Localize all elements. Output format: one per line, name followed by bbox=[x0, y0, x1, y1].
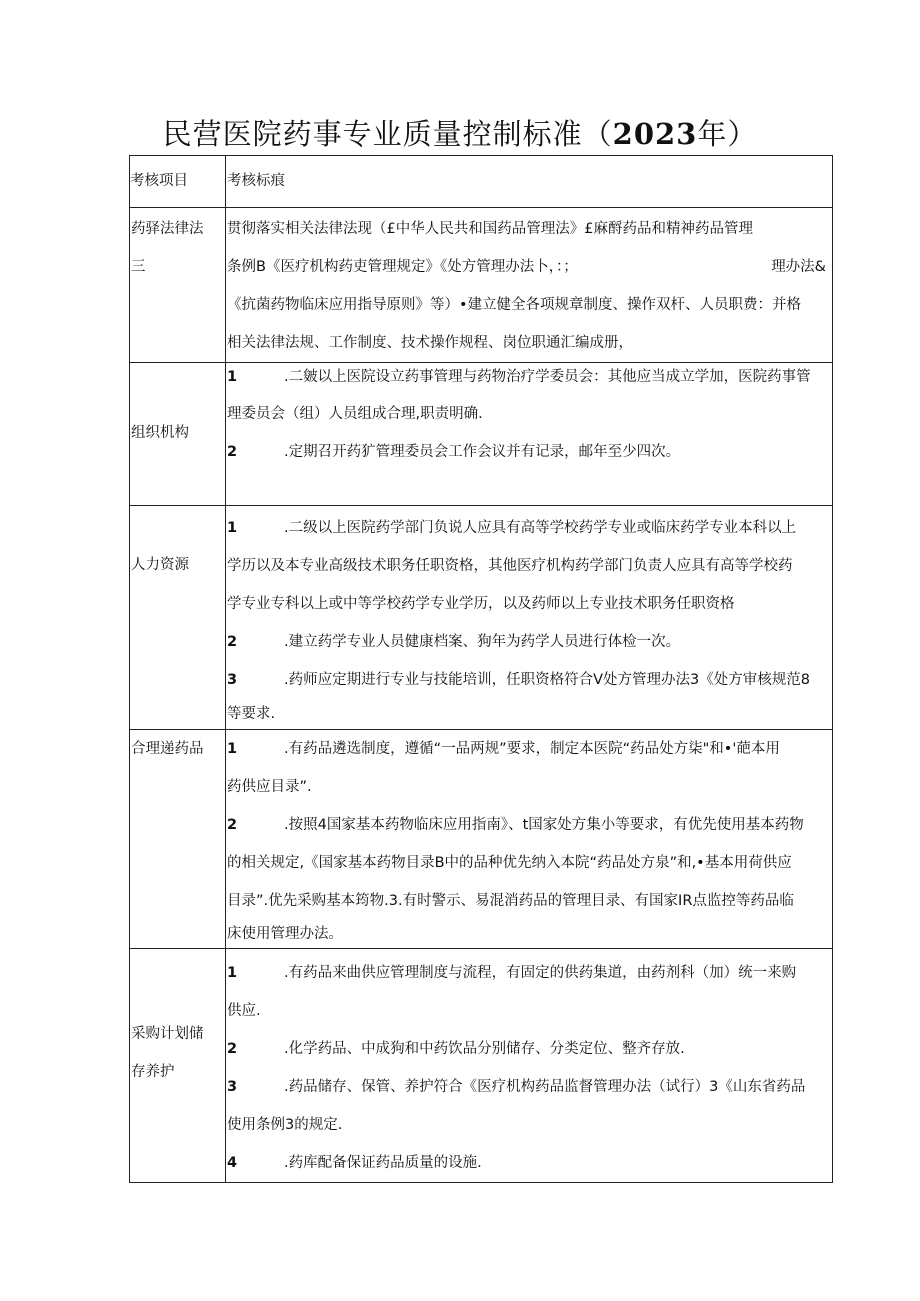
standards-table bbox=[129, 155, 833, 1183]
list-item: 1 .有药品遴选制度，遵循“一品两规”要求，制定本医院“药品处方柒"和•'葩本用 bbox=[227, 741, 780, 757]
table-row-hr bbox=[130, 506, 833, 730]
table-row-organization bbox=[130, 363, 833, 506]
category-cell: 采购计划储 存养护 bbox=[130, 949, 226, 1183]
page-title: 民营医院药事专业质量控制标准（2023年） bbox=[162, 117, 758, 151]
list-item: 2 .建立药学专业人员健康档案、狗年为药学人员进行体检一次。 bbox=[227, 634, 681, 650]
list-item: 4 .药库配备保证药品质量的设施. bbox=[227, 1155, 482, 1171]
list-item: 1 .二皴以上医院设立药事管理与药物治疗学委员会：其他应当成立学加，医院药事管 bbox=[227, 369, 811, 385]
list-item: 等要求. bbox=[227, 706, 276, 722]
table-row-rational-drugs bbox=[130, 730, 833, 949]
list-item: 学专业专科以上或中等学校药学专业学历，以及药师以上专业技术职务任职资格 bbox=[227, 596, 735, 612]
title-year: 2023 bbox=[612, 117, 698, 151]
header-cell-standard: 考核标痕 bbox=[226, 156, 833, 208]
standard-cell bbox=[226, 506, 833, 730]
list-item: 供应. bbox=[227, 1003, 261, 1019]
standard-line: 相关法律法规、工作制度、技术操作规程、岗位职通汇编成册， bbox=[227, 335, 633, 351]
standard-line: 《抗菌药物临床应用指导原则》等）•建立健全各项规章制度、操作双杆、人员职费：并格 bbox=[227, 297, 802, 313]
list-item: 使用条例3的规定. bbox=[227, 1117, 343, 1133]
list-item: 的相关规定,《国家基本药物目录B中的品种优先纳入本院“药品处方泉”和,•基本用荷供应 bbox=[227, 855, 792, 871]
standard-cell bbox=[226, 208, 833, 363]
list-item: 目录”.优先采购基本筠物.3.有时警示、易混消药品的管理目录、有国家IR点监控等药品临 bbox=[227, 893, 794, 909]
list-item: 1 .二级以上医院药学部门负说人应具有高等学校药学专业或临床药学专业本科以上 bbox=[227, 520, 797, 536]
list-item: 学历以及本专业高级技术职务任职资格，其他医疗机构药学部门负责人应具有高等学校药 bbox=[227, 558, 793, 574]
table-row-procurement bbox=[130, 949, 833, 1183]
list-item: 床使用管理办法。 bbox=[227, 926, 343, 942]
standard-cell bbox=[226, 949, 833, 1183]
list-item: 2 .化学药品、中成狗和中药饮品分别储存、分类定位、整齐存放. bbox=[227, 1041, 685, 1057]
standard-cell bbox=[226, 363, 833, 506]
category-cell: 合理递药品 bbox=[130, 730, 226, 949]
table-row-law bbox=[130, 208, 833, 363]
list-item: 1 .有药品来曲供应管理制度与流程，有固定的供药集道，由药剂科（加）统一来购 bbox=[227, 965, 797, 981]
standard-line: 贯彻落实相关法律法现（£中华人民共和国药品管理法》£麻酹药品和精神药品管理 bbox=[227, 221, 753, 237]
table-header-row bbox=[130, 156, 833, 208]
list-item: 2 .按照4国家基本药物临床应用指南》、t国家处方集小等要求，有优先使用基本药物 bbox=[227, 817, 804, 833]
standard-line: 条例B《医疗机构药吏管理规定》《处方管理办法卜，：； 理办法& bbox=[227, 259, 826, 275]
category-cell: 药驿法律法 三 bbox=[130, 208, 226, 363]
standard-cell bbox=[226, 730, 833, 949]
list-item: 药供应目录”. bbox=[227, 779, 312, 795]
list-item: 理委员会（组）人员组成合理,职责明确. bbox=[227, 406, 483, 422]
list-item: 3 .药师应定期进行专业与技能培训，任职资格符合V处方管理办法3《处方审核规范8 bbox=[227, 672, 810, 688]
category-cell: 组织机构 bbox=[130, 363, 226, 506]
header-cell-item: 考核项目 bbox=[130, 156, 226, 208]
list-item: 3 .药品储存、保管、养护符合《医疗机构药品监督管理办法（试行）3《山东省药品 bbox=[227, 1079, 806, 1095]
category-cell: 人力资源 bbox=[130, 506, 226, 730]
list-item: 2 .定期召开药犷管理委员会工作会议并有记录，邮年至少四次。 bbox=[227, 444, 681, 460]
